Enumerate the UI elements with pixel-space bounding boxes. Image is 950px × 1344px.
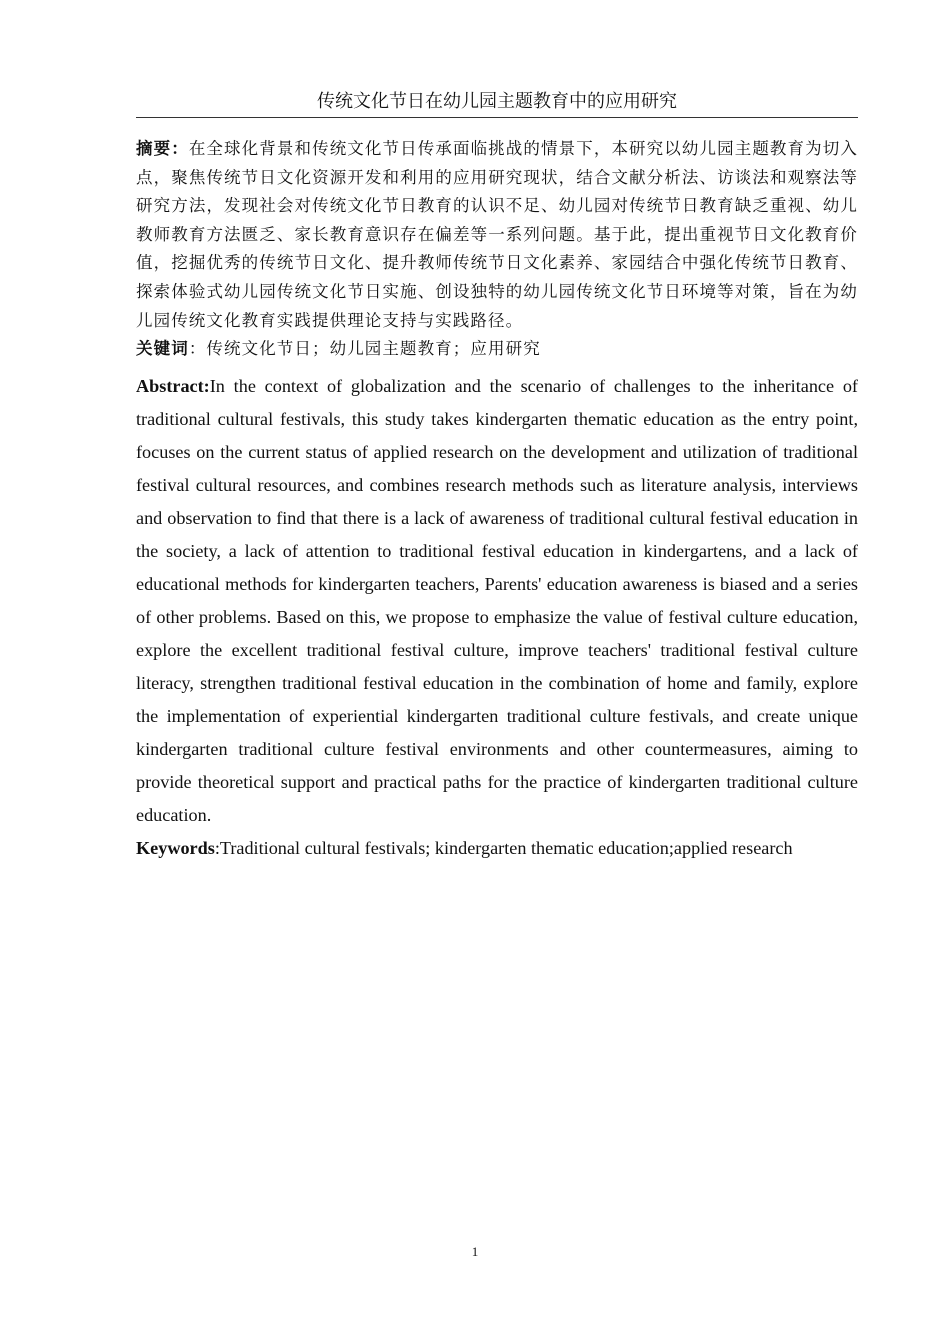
abstract-section [136, 135, 858, 865]
running-header: 传统文化节日在幼儿园主题教育中的应用研究 [136, 90, 858, 118]
english-abstract-label: Abstract: [136, 375, 210, 396]
chinese-keywords [136, 335, 858, 364]
chinese-abstract-label: 摘要： [136, 139, 189, 158]
chinese-abstract [136, 135, 858, 335]
page-number: 1 [471, 1244, 479, 1259]
english-keywords-label: Keywords [136, 837, 215, 858]
english-keywords-text: :Traditional cultural festivals; kindergarten thematic education;applied research [214, 837, 793, 858]
english-abstract [136, 370, 858, 832]
english-keywords [136, 832, 858, 865]
english-abstract-text: In the context of globalization and the scenario of challenges to the inheritance of traditional cultural festivals, this study takes kindergarten thematic education as the entry point, focuses on the current status of applied research on the development and utilization of traditional festival cultural resources, and combines research methods such as literature analysis, interviews and observation to find that there is a lack of awareness of traditional cultural festival education in the society, a lack of attention to traditional festival education in kindergartens, and a lack of educational methods for kindergarten teachers, Parents' education awareness is biased and a series of other problems. Based on this, we propose to emphasize the value of festival culture education, explore the excellent traditional festival culture, improve teachers' traditional festival culture literacy, strengthen traditional festival education in the combination of home and family, explore the implementation of experiential kindergarten traditional culture festivals, and create unique kindergarten traditional culture festival environments and other countermeasures, aiming to provide theoretical support and practical paths for the practice of kindergarten traditional culture education. [136, 375, 858, 825]
chinese-keywords-text: ：传统文化节日；幼儿园主题教育；应用研究 [188, 339, 541, 359]
chinese-abstract-text: 在全球化背景和传统文化节日传承面临挑战的情景下，本研究以幼儿园主题教育为切入点，聚焦传统节日文化资源开发和利用的应用研究现状，结合文献分析法、访谈法和观察法等研究方法，发现社会对传统文化节日教育的认识不足、幼儿园对传统节日教育缺乏重视、幼儿教师教育方法匮乏、家长教育意识存在偏差等一系列问题。基于此，提出重视节日文化教育价值，挖掘优秀的传统节日文化、提升教师传统节日文化素养、家园结合中强化传统节日教育、探索体验式幼儿园传统文化节日实施、创设独特的幼儿园传统文化节日环境等对策，旨在为幼儿园传统文化教育实践提供理论支持与实践路径。 [136, 139, 858, 330]
chinese-keywords-label: 关键词 [136, 339, 189, 359]
